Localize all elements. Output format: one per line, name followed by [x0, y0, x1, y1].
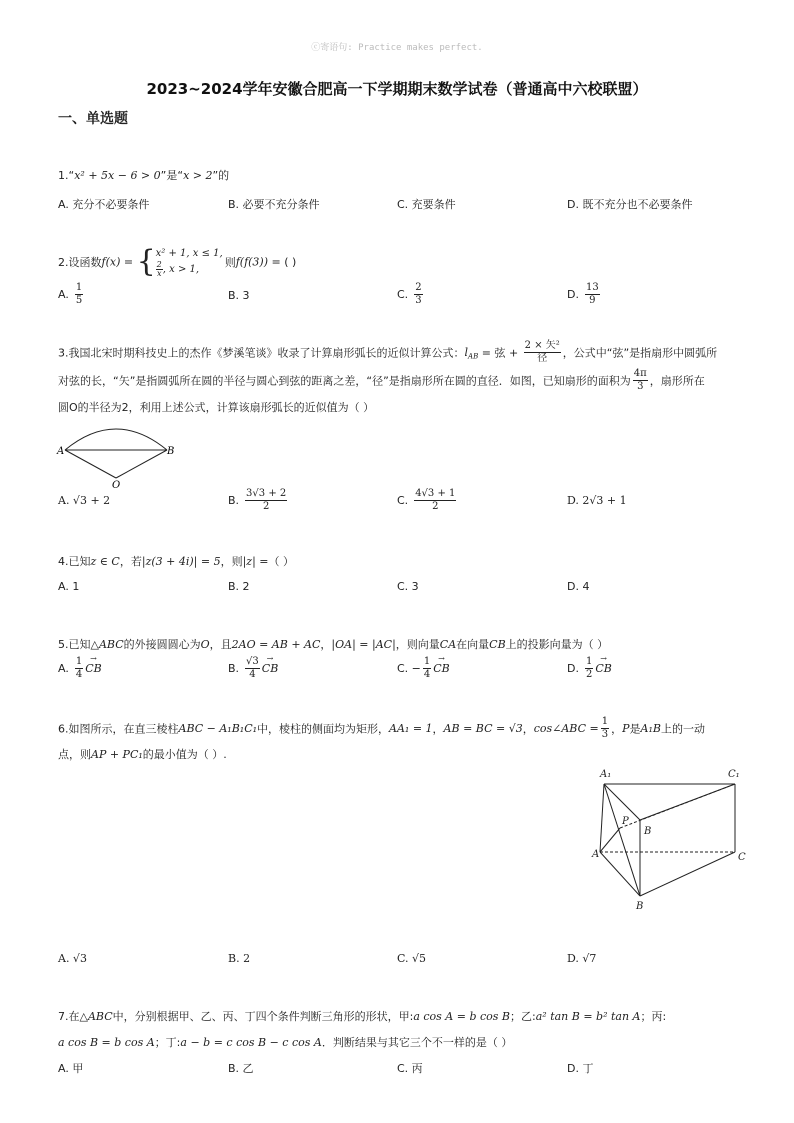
label-a: A	[592, 849, 600, 860]
q4-option-d[interactable]: D. 4	[567, 580, 590, 593]
q4-option-a[interactable]: A. 1	[58, 580, 80, 593]
question-3-line-3: 圆O的半径为2，利用上述公式，计算该扇形弧长的近似值为（ ）	[58, 401, 375, 414]
q2-option-b[interactable]: B. 3	[228, 289, 250, 302]
q1-option-b[interactable]: B. 必要不充分条件	[228, 198, 320, 211]
edge-bc	[640, 852, 735, 896]
q5-option-a[interactable]: A. $\frac{1}{4}$ → CB	[58, 656, 102, 681]
prism-figure	[590, 764, 750, 912]
label-b: B	[167, 446, 175, 457]
radius-oa	[65, 450, 116, 478]
edge-ab	[600, 852, 640, 896]
question-5-stem: 5.已知△ABC的外接圆圆心为O，且2AO = AB + AC，|OA| = |AC|，则向量CA在向量CB上的投影向量为（ ）	[58, 638, 609, 651]
q1-option-d[interactable]: D. 既不充分也不必要条件	[567, 198, 693, 211]
page-header-motto: ⓒ寄语句: Practice makes perfect.	[311, 43, 483, 53]
question-7-line-1: 7.在△ABC中，分别根据甲、乙、丙、丁四个条件判断三角形的形状，甲:a cos A = b cos B；乙:a² tan B = b² tan A；丙:	[58, 1010, 667, 1023]
q2-option-a[interactable]: A. $\frac{1}{5}$	[58, 282, 83, 306]
q6-option-a[interactable]: A. √3	[58, 952, 87, 965]
label-b: B	[636, 901, 644, 912]
q3-option-a[interactable]: A. √3 + 2	[58, 494, 111, 507]
label-c1: C₁	[728, 769, 740, 780]
segment-ap	[600, 828, 620, 852]
q7-option-c[interactable]: C. 丙	[397, 1062, 423, 1075]
q7-option-a[interactable]: A. 甲	[58, 1062, 84, 1075]
label-a: A	[57, 446, 65, 457]
q6-option-c[interactable]: C. √5	[397, 952, 427, 965]
section-heading: 一、单选题	[58, 111, 128, 127]
arc-ab	[65, 429, 167, 450]
q4-option-b[interactable]: B. 2	[228, 580, 250, 593]
edge-aa1	[600, 784, 604, 852]
label-b1: B	[644, 826, 652, 837]
q6-option-d[interactable]: D. √7	[567, 952, 597, 965]
page-title: 2023~2024学年安徽合肥高一下学期期末数学试卷（普通高中六校联盟）	[146, 80, 648, 98]
question-1-stem: 1.“x² + 5x − 6 > 0”是“x > 2”的	[58, 169, 230, 182]
q6-option-b[interactable]: B. 2	[228, 952, 251, 965]
q7-option-b[interactable]: B. 乙	[228, 1062, 254, 1075]
label-a1: A₁	[600, 769, 612, 780]
q5-option-b[interactable]: B. $\frac{√3}{4}$ → CB	[228, 656, 278, 681]
q1-option-a[interactable]: A. 充分不必要条件	[58, 198, 150, 211]
q2-option-c[interactable]: C. $\frac{2}{3}$	[397, 282, 422, 306]
q4-option-c[interactable]: C. 3	[397, 580, 419, 593]
q2-option-d[interactable]: D. $\frac{13}{9}$	[567, 282, 599, 306]
label-o: O	[112, 480, 121, 490]
q1-option-c[interactable]: C. 充要条件	[397, 198, 456, 211]
question-4-stem: 4.已知z ∈ C，若|z(3 + 4i)| = 5，则|z| =（ ）	[58, 555, 295, 568]
question-7-line-2: a cos B = b cos A；丁:a − b = c cos B − c cos A．判断结果与其它三个不一样的是（ ）	[58, 1036, 513, 1049]
radius-ob	[116, 450, 167, 478]
label-p: P	[622, 816, 629, 827]
question-2-stem: 2.设函数f(x) = {x² + 1, x ≤ 1, $\frac{2}{x}$ , x > 1,则f(f(3)) = ( )	[58, 244, 297, 279]
q3-option-b[interactable]: B. $\frac{3√3 + 2}{2}$	[228, 488, 287, 512]
q5-option-c[interactable]: C. − $\frac{1}{4}$ → CB	[397, 656, 450, 681]
q3-option-d[interactable]: D. 2√3 + 1	[567, 494, 627, 507]
q3-option-c[interactable]: C. $\frac{4√3 + 1}{2}$	[397, 488, 456, 512]
sector-figure	[55, 416, 180, 490]
question-3-line-2: 对弦的长，“矢”是指圆弧所在圆的半径与圆心到弦的距离之差，“径”是指扇形所在圆的直径．如图，已知扇形的面积为 $\frac{4\pi}{3}$ ，扇形所在	[58, 368, 705, 392]
question-6-line-1: 6.如图所示，在直三棱柱ABC − A₁B₁C₁中，棱柱的侧面均为矩形，AA₁ = 1，AB = BC = √3，cos∠ABC = $\frac{1}{3}$ ，P是A₁B上的一动	[58, 716, 705, 740]
question-3-line-1: 3.我国北宋时期科技史上的杰作《梦溪笔谈》收录了计算扇形弧长的近似计算公式：$l_{AB}$ = 弦 + $\frac{\text{2 × 矢²}}{\text{径}}$ ，公式中“弦”是指扇形中圆弧所	[58, 340, 718, 364]
q5-option-d[interactable]: D. $\frac{1}{2}$ → CB	[567, 656, 612, 681]
q7-option-d[interactable]: D. 丁	[567, 1062, 594, 1075]
label-c: C	[738, 852, 746, 863]
question-6-line-2: 点，则AP + PC₁的最小值为（ ）.	[58, 748, 227, 761]
